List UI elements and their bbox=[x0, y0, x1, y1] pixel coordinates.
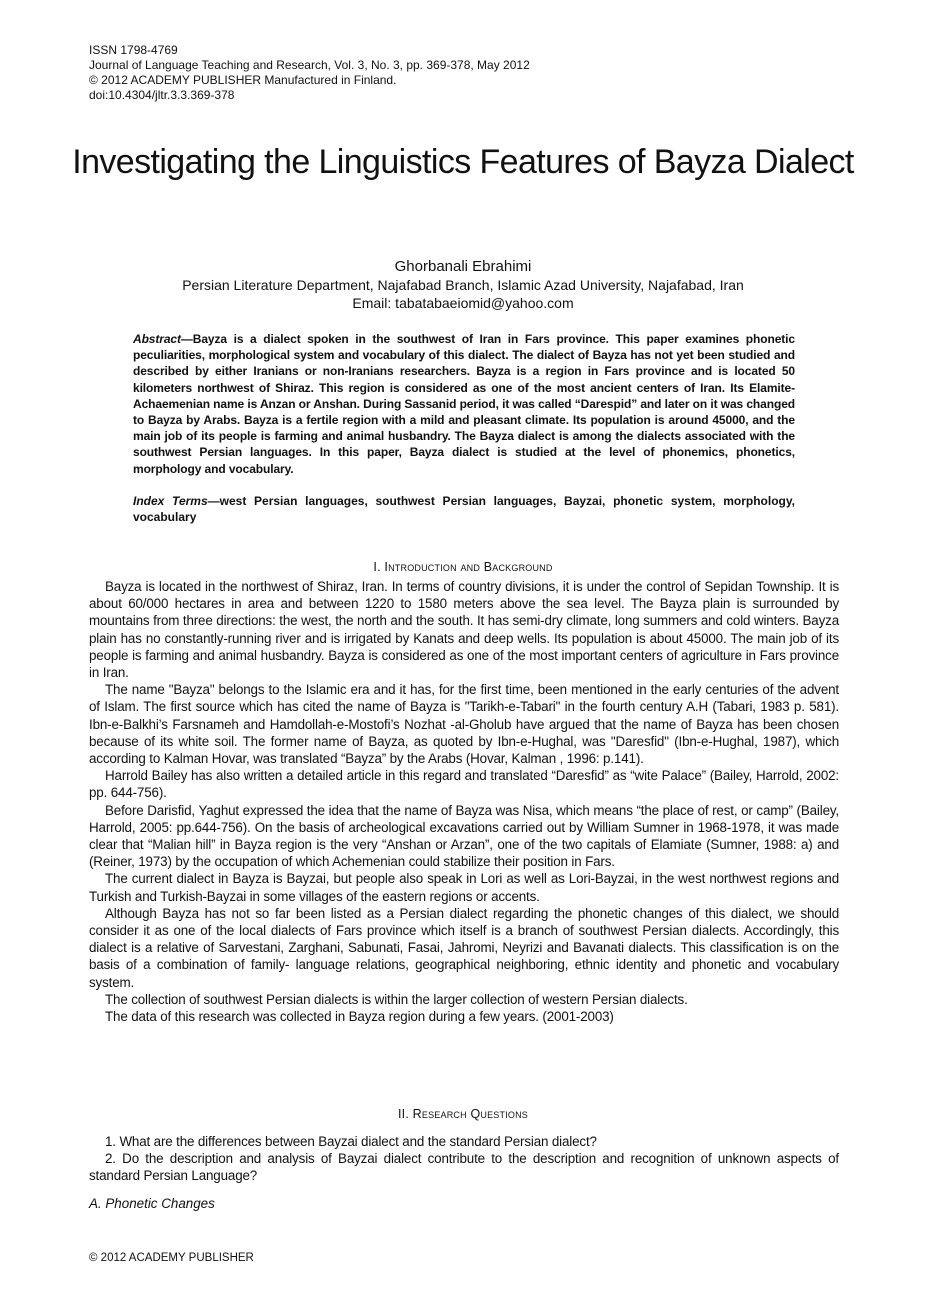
abstract-text: Bayza is a dialect spoken in the southwest of Iran in Fars province. This paper examines phonetic peculiarities, morphological system and vocabulary of this dialect. The dialect of Bayza has not yet been studied and described by either Iranians or non-Iranians researchers. Bayza is a region in Fars province and is located 50 kilometers northwest of Shiraz. This region is considered as one of the most ancient centers of Iran. Its Elamite-Achaemenian name is Anzan or Anshan. During Sassanid period, it was called “Darespid” and later on it was changed to Bayza by Arabs. Bayza is a fertile region with a mild and pleasant climate. Its population is around 45000, and the main job of its people is farming and animal husbandry. The Bayza dialect is among the dialects associated with the southwest Persian languages. In this paper, Bayza dialect is studied at the level of phonemics, phonetics, morphology and vocabulary. bbox=[133, 332, 795, 476]
copyright-line: © 2012 ACADEMY PUBLISHER Manufactured in Finland. bbox=[89, 73, 397, 87]
abstract-label: Abstract bbox=[133, 332, 181, 346]
subsection-heading: A. Phonetic Changes bbox=[89, 1196, 215, 1211]
abstract-dash: — bbox=[180, 332, 193, 346]
introduction-body bbox=[89, 578, 839, 1025]
paragraph: Although Bayza has not so far been listed as a Persian dialect regarding the phonetic changes of this dialect, we should consider it as one of the local dialects of Fars province which itself is a branch of southwest Persian dialects. Accordingly, this dialect is a relative of Sarvestani, Zarghani, Sabunati, Fasai, Jahromi, Neyrizi and Bavanati dialects. This classification is on the basis of a combination of family- language relations, geographical neighboring, ethnic identity and phonetic and vocabulary system. bbox=[89, 905, 839, 990]
journal-citation: Journal of Language Teaching and Research, Vol. 3, No. 3, pp. 369-378, May 2012 bbox=[89, 58, 530, 72]
question-item: 2. Do the description and analysis of Bayzai dialect contribute to the description and recognition of unknown aspects of standard Persian Language? bbox=[89, 1151, 839, 1184]
paragraph: Before Darisfid, Yaghut expressed the idea that the name of Bayza was Nisa, which means “the place of rest, or camp” (Bailey, Harrold, 2005: pp.644-756). On the basis of archeological excavations carried out by William Sumner in 1968-1978, it was made clear that “Malian hill” in Bayza region is the very “Anshan or Arzan”, one of the two capitals of Elamiate (Sumner, 1988: a) and (Reiner, 1973) by the occupation of which Achemenian could stabilize their position in Fars. bbox=[89, 802, 839, 870]
author-email: Email: tabatabaeiomid@yahoo.com bbox=[352, 295, 574, 311]
doi: doi:10.4304/jltr.3.3.369-378 bbox=[89, 88, 235, 102]
journal-header bbox=[89, 43, 530, 103]
page-footer: © 2012 ACADEMY PUBLISHER bbox=[89, 1252, 254, 1264]
paper-title: Investigating the Linguistics Features of Bayza Dialect bbox=[72, 143, 854, 181]
issn: ISSN 1798-4769 bbox=[89, 43, 178, 57]
question-item: 1. What are the differences between Bayzai dialect and the standard Persian dialect? bbox=[105, 1134, 597, 1149]
paragraph: Harrold Bailey has also written a detailed article in this regard and translated “Daresfid” as “wite Palace” (Bailey, Harrold, 2002: pp. 644-756). bbox=[89, 768, 839, 801]
author-name: Ghorbanali Ebrahimi bbox=[394, 258, 532, 275]
abstract bbox=[133, 331, 795, 477]
index-terms-text: west Persian languages, southwest Persian languages, Bayzai, phonetic system, morphology, vocabulary bbox=[133, 494, 795, 525]
author-affiliation: Persian Literature Department, Najafabad Branch, Islamic Azad University, Najafabad, Iran bbox=[182, 277, 744, 293]
index-terms-label: Index Terms bbox=[133, 494, 208, 508]
author-block bbox=[89, 258, 837, 312]
paragraph: The name "Bayza" belongs to the Islamic era and it has, for the first time, been mentioned in the early centuries of the advent of Islam. The first source which has cited the name of Bayza is "Tarikh-e-Tabari" in the fourth century A.H (Tabari, 1983 p. 581). Ibn-e-Balkhi’s Farsnameh and Hamdollah-e-Mostofi’s Nozhat -al-Gholub have argued that the name of Bayza has been chosen because of its white soil. The former name of Bayza, as quoted by Ibn-e-Hughal, was "Daresfid" (Ibn-e-Hughal, 1987), which according to Kalman Hovar, was translated “Bayza” by the Arabs (Hovar, Kalman , 1996: p.141). bbox=[89, 682, 839, 767]
section-heading-research-questions: II. Research Questions bbox=[397, 1107, 529, 1121]
research-questions bbox=[89, 1133, 839, 1185]
paragraph: The collection of southwest Persian dialects is within the larger collection of western Persian dialects. bbox=[105, 991, 688, 1007]
paragraph: Bayza is located in the northwest of Shiraz, Iran. In terms of country divisions, it is under the control of Sepidan Township. It is about 60/000 hectares in area and between 1220 to 1580 meters above the sea level. The Bayza plain is surrounded by mountains from three directions: the west, the north and the south. It has semi-dry climate, long summers and cold winters. Bayza plain has no constantly-running river and is irrigated by Kanats and deep wells. Its population is about 45000. The main job of its people is farming and animal husbandry. Bayza is considered as one of the most important centers of agriculture in Fars province in Iran. bbox=[89, 579, 839, 681]
index-terms bbox=[133, 493, 795, 525]
index-terms-dash: — bbox=[207, 494, 220, 508]
section-heading-introduction: I. Introduction and Background bbox=[373, 560, 553, 574]
paragraph: The data of this research was collected in Bayza region during a few years. (2001-2003) bbox=[105, 1009, 614, 1025]
paragraph: The current dialect in Bayza is Bayzai, but people also speak in Lori as well as Lori-Bayzai, in the west northwest regions and Turkish and Turkish-Bayzai in some villages of the eastern regions or accents. bbox=[89, 871, 839, 904]
